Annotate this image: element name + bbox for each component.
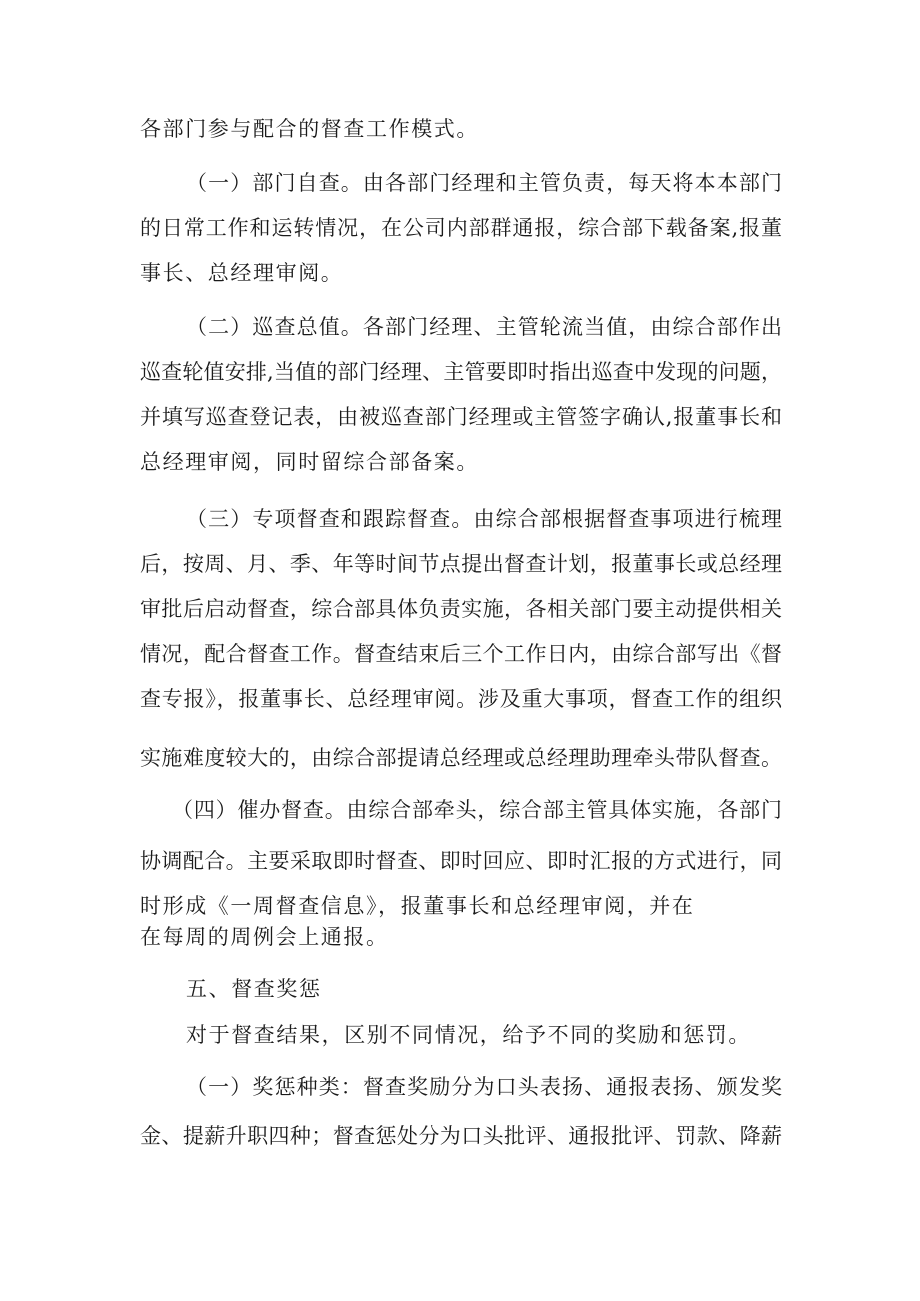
paragraph-heading-5: （一）奖惩种类：督查奖励分为口头表扬、通报表扬、颁发奖: [186, 1075, 782, 1099]
section-heading: 五、督查奖惩: [186, 977, 322, 1001]
text-line: 各部门参与配合的督查工作模式。: [140, 117, 479, 141]
text-line: 实施难度较大的，由综合部提请总经理或总经理助理牵头带队督查。: [140, 746, 782, 770]
text-line: 对于督查结果，区别不同情况，给予不同的奖励和惩罚。: [186, 1023, 751, 1047]
text-line: 后，按周、月、季、年等时间节点提出督查计划，报董事长或总经理: [140, 552, 782, 576]
text-line: 巡查轮值安排,当值的部门经理、主管要即时指出巡查中发现的问题，: [140, 360, 782, 384]
text-line: 审批后启动督查，综合部具体负责实施，各相关部门要主动提供相关: [140, 597, 782, 621]
text-line: 的日常工作和运转情况，在公司内部群通报，综合部下载备案,报董: [140, 216, 782, 240]
text-line: 并填写巡查登记表，由被巡查部门经理或主管签字确认,报董事长和: [140, 405, 782, 429]
text-line: 在每周的周例会上通报。: [140, 925, 389, 949]
paragraph-heading-3: （三）专项督查和跟踪督查。由综合部根据督查事项进行梳理: [186, 507, 782, 531]
paragraph-heading-1: （一）部门自查。由各部门经理和主管负责，每天将本本部门: [186, 171, 782, 195]
text-line: 时形成《一周督查信息》，报董事长和总经理审阅，并在: [140, 894, 695, 918]
text-line: 总经理审阅，同时留综合部备案。: [140, 450, 479, 474]
text-line: 查专报》，报董事长、总经理审阅。涉及重大事项，督查工作的组织: [140, 687, 782, 711]
paragraph-heading-2: （二）巡查总值。各部门经理、主管轮流当值，由综合部作出: [186, 315, 782, 339]
text-line: 金、提薪升职四种；督查惩处分为口头批评、通报批评、罚款、降薪: [140, 1124, 782, 1148]
paragraph-heading-4: （四）催办督查。由综合部牵头，综合部主管具体实施，各部门: [172, 798, 782, 822]
text-line: 情况，配合督查工作。督查结束后三个工作日内，由综合部写出《督: [140, 642, 782, 666]
text-line: 协调配合。主要采取即时督查、即时回应、即时汇报的方式进行，同: [140, 849, 782, 873]
text-line: 事长、总经理审阅。: [140, 261, 344, 285]
